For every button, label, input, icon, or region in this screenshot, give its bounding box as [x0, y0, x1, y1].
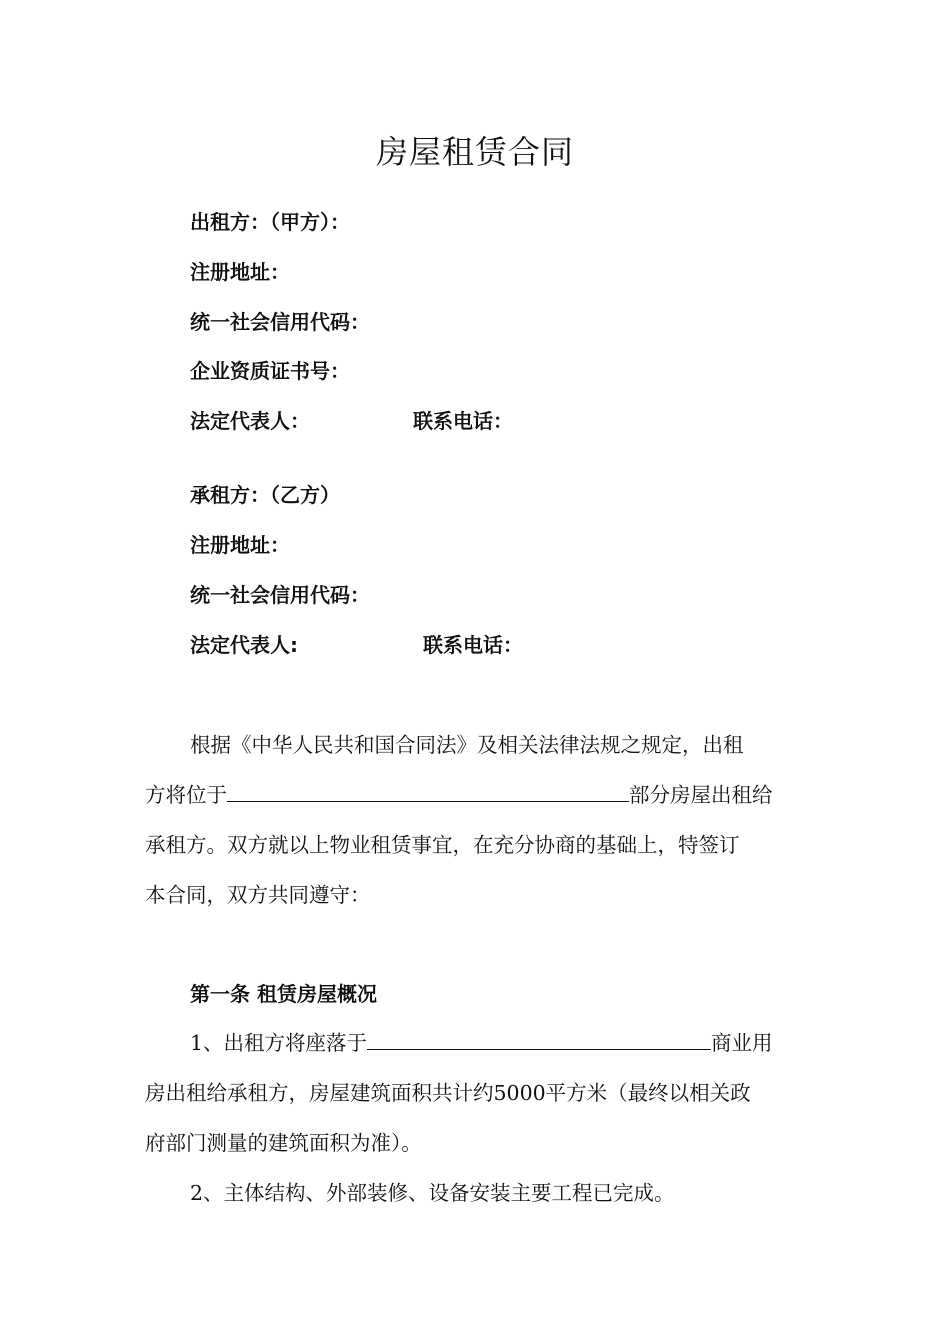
- preamble-line-1: 根据《中华人民共和国合同法》及相关法律法规之规定，出租: [190, 733, 744, 757]
- party-a-lessor: 出租方：（甲方）：: [190, 210, 350, 234]
- party-b-legal-rep: 法定代表人:: [190, 633, 298, 657]
- item-1-end: 商业用: [711, 1031, 773, 1055]
- party-a-phone: 联系电话：: [413, 409, 513, 433]
- item-1-line-3: 府部门测量的建筑面积为准）。: [145, 1131, 422, 1155]
- party-a-address: 注册地址：: [190, 260, 290, 284]
- preamble-line-4: 本合同，双方共同遵守：: [145, 883, 371, 907]
- preamble-line-3: 承租方。双方就以上物业租赁事宜，在充分协商的基础上，特签订: [145, 833, 740, 857]
- item-1-line-2: 房出租给承租方，房屋建筑面积共计约5000平方米（最终以相关政: [145, 1081, 751, 1105]
- article-1-heading: 第一条 租赁房屋概况: [190, 982, 377, 1006]
- party-a-qualification: 企业资质证书号：: [190, 359, 350, 383]
- party-b-address: 注册地址：: [190, 533, 290, 557]
- property-location-blank: [367, 1029, 711, 1050]
- party-a-legal-rep: 法定代表人：: [190, 409, 310, 433]
- item-2: 2、主体结构、外部装修、设备安装主要工程已完成。: [190, 1181, 675, 1205]
- party-b-lessee: 承租方：（乙方）: [190, 483, 340, 507]
- party-b-credit-code: 统一社会信用代码：: [190, 583, 370, 607]
- preamble-paragraph: [145, 720, 805, 920]
- preamble-line-2-end: 部分房屋出租给: [629, 783, 773, 807]
- document-title: 房屋租赁合同: [375, 133, 574, 171]
- party-a-credit-code: 统一社会信用代码：: [190, 310, 370, 334]
- preamble-line-2-start: 方将位于: [145, 783, 227, 807]
- location-blank: [227, 781, 629, 802]
- item-1-start: 1、出租方将座落于: [190, 1031, 368, 1055]
- article-1-body: [145, 1018, 805, 1218]
- party-b-phone: 联系电话：: [423, 633, 523, 657]
